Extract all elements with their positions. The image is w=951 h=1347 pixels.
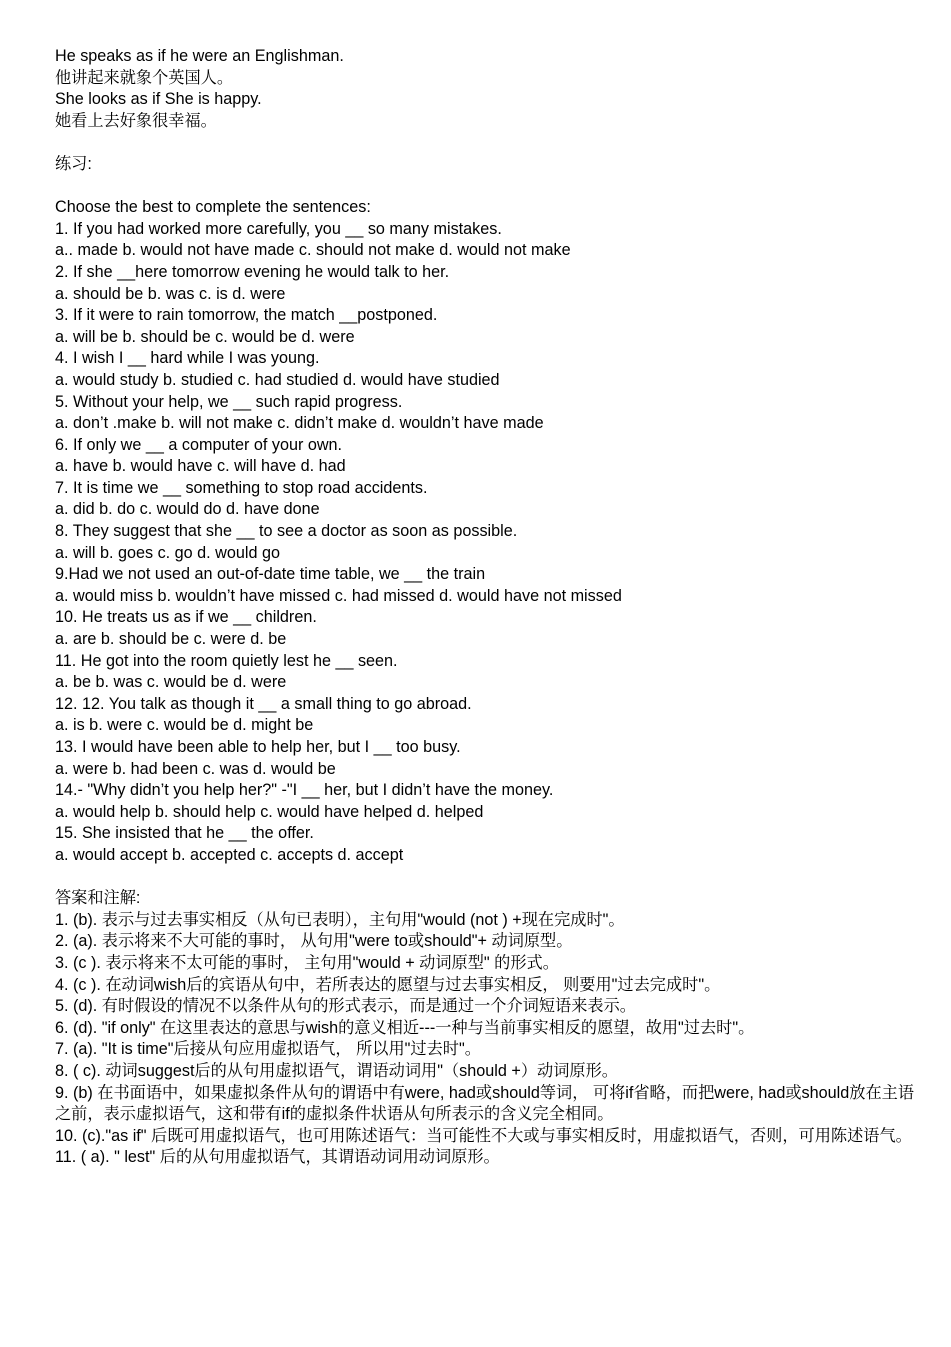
question-options: a. are b. should be c. were d. be bbox=[55, 630, 287, 649]
question-options: a. were b. had been c. was d. would be bbox=[55, 759, 336, 778]
exercise-heading: 练习: bbox=[55, 154, 92, 173]
question-text: 13. I would have been able to help her, but I __ too busy. bbox=[55, 738, 461, 756]
question-text: 5. Without your help, we __ such rapid progress. bbox=[55, 392, 403, 411]
question-options: a. should be b. was c. is d. were bbox=[55, 284, 286, 303]
question-options: a. don’t .make b. will not make c. didn’t make d. wouldn’t have made bbox=[55, 414, 544, 433]
question-options: a. would study b. studied c. had studied d. would have studied bbox=[55, 370, 500, 389]
question-text: 8. They suggest that she __ to see a doctor as soon as possible. bbox=[55, 522, 518, 541]
question-text: 15. She insisted that he __ the offer. bbox=[55, 824, 314, 843]
exercise-instruction: Choose the best to complete the sentences: bbox=[55, 198, 371, 217]
answer-item: 9. (b) 在书面语中，如果虚拟条件从句的谓语中有were, had或should等词， 可将if省略，而把were, had或should放在主语之前，表示虚拟语气，这和带有if的虚拟条件状语从句所表示的含义完全相同。 bbox=[55, 1083, 915, 1124]
exercise-section bbox=[55, 197, 925, 866]
question-options: a. is b. were c. would be d. might be bbox=[55, 716, 314, 735]
question-options: a. would accept b. accepted c. accepts d. accept bbox=[55, 845, 404, 864]
answer-item: 11. ( a). " lest" 后的从句用虚拟语气，其谓语动词用动词原形。 bbox=[55, 1148, 500, 1167]
answer-item: 2. (a). 表示将来不大可能的事时， 从句用"were to或should"+ 动词原型。 bbox=[55, 932, 573, 951]
spacer bbox=[55, 132, 925, 154]
answer-item: 6. (d). "if only" 在这里表达的意思与wish的意义相近---一种与当前事实相反的愿望，故用"过去时"。 bbox=[55, 1018, 755, 1037]
intro-line: He speaks as if he were an Englishman. bbox=[55, 47, 344, 65]
question-text: 2. If she __here tomorrow evening he would talk to her. bbox=[55, 262, 450, 281]
answer-item: 1. (b). 表示与过去事实相反（从句已表明），主句用"would (not ) +现在完成时"。 bbox=[55, 910, 625, 929]
question-text: 7. It is time we __ something to stop road accidents. bbox=[55, 478, 428, 497]
question-text: 6. If only we __ a computer of your own. bbox=[55, 435, 343, 454]
answer-item: 5. (d). 有时假设的情况不以条件从句的形式表示，而是通过一个介词短语来表示。 bbox=[55, 997, 636, 1016]
question-options: a. will be b. should be c. would be d. were bbox=[55, 327, 355, 346]
question-text: 10. He treats us as if we __ children. bbox=[55, 608, 317, 627]
question-text: 1. If you had worked more carefully, you __ so many mistakes. bbox=[55, 219, 502, 238]
question-options: a. did b. do c. would do d. have done bbox=[55, 500, 320, 519]
spacer bbox=[55, 176, 925, 198]
answers-heading: 答案和注解: bbox=[55, 889, 141, 908]
question-text: 12. 12. You talk as though it __ a small thing to go abroad. bbox=[55, 694, 472, 713]
answer-item: 10. (c)."as if" 后既可用虚拟语气，也可用陈述语气：当可能性不大或与事实相反时，用虚拟语气，否则，可用陈述语气。 bbox=[55, 1126, 912, 1145]
intro-line: 他讲起来就象个英国人。 bbox=[55, 68, 234, 87]
question-text: 3. If it were to rain tomorrow, the match __postponed. bbox=[55, 306, 438, 325]
intro-section bbox=[55, 46, 925, 132]
answer-item: 4. (c ). 在动词wish后的宾语从句中，若所表达的愿望与过去事实相反， 则要用"过去完成时"。 bbox=[55, 975, 721, 994]
answer-item: 3. (c ). 表示将来不太可能的事时， 主句用"would + 动词原型" 的形式。 bbox=[55, 953, 559, 972]
question-text: 14.- "Why didn’t you help her?" -"I __ her, but I didn’t have the money. bbox=[55, 781, 554, 800]
question-options: a. would help b. should help c. would have helped d. helped bbox=[55, 802, 484, 821]
document-page bbox=[55, 46, 925, 1169]
question-options: a. be b. was c. would be d. were bbox=[55, 673, 287, 692]
intro-line: She looks as if She is happy. bbox=[55, 90, 262, 109]
question-options: a.. made b. would not have made c. should not make d. would not make bbox=[55, 241, 571, 260]
question-options: a. would miss b. wouldn’t have missed c. had missed d. would have not missed bbox=[55, 586, 622, 605]
question-text: 11. He got into the room quietly lest he __ seen. bbox=[55, 651, 398, 670]
question-text: 9.Had we not used an out-of-date time table, we __ the train bbox=[55, 565, 486, 584]
answers-section bbox=[55, 910, 925, 1169]
intro-line: 她看上去好象很幸福。 bbox=[55, 111, 217, 130]
answer-item: 7. (a). "It is time"后接从句应用虚拟语气， 所以用"过去时"。 bbox=[55, 1040, 481, 1059]
answer-item: 8. ( c). 动词suggest后的从句用虚拟语气，谓语动词用"（should +）动词原形。 bbox=[55, 1061, 618, 1080]
question-options: a. will b. goes c. go d. would go bbox=[55, 543, 280, 562]
question-options: a. have b. would have c. will have d. had bbox=[55, 457, 346, 476]
spacer bbox=[55, 867, 925, 889]
question-text: 4. I wish I __ hard while I was young. bbox=[55, 349, 320, 368]
